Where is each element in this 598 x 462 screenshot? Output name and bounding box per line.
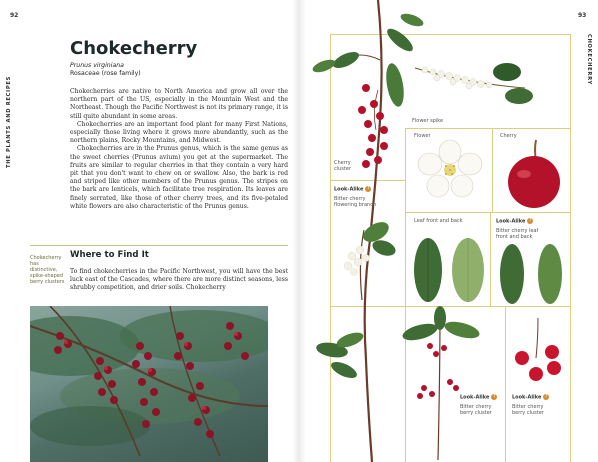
look-alike-badge-icon: !	[545, 394, 548, 399]
intro-paragraph-2: Chokecherries are an important food plant for many First Nations, especially those living where it grows more abundantly, such as the northern plains, Rocky Mountains, and Midwest.	[70, 120, 288, 145]
berry-photo-illustration	[30, 306, 268, 462]
bitter-berry-cluster-1-illustration	[390, 310, 490, 460]
section-tab-left: THE PLANTS AND RECIPES	[6, 76, 12, 168]
caption-bitter-leaf: Bitter cherry leaf front and back	[496, 228, 539, 240]
look-alike-text: Look-Alike	[334, 186, 364, 193]
look-alike-label-2	[496, 218, 533, 225]
caption-flower: Flower	[414, 133, 431, 139]
caption-cherry-cluster	[334, 160, 362, 172]
caption-cherry-cluster-text: Cherry cluster	[334, 160, 352, 172]
look-alike-label-3	[460, 394, 497, 401]
flower-illustration	[410, 138, 490, 198]
look-alike-badge-icon: !	[367, 186, 370, 191]
margin-caption: Chokecherry has distinctive, spike-shaped berry clusters	[30, 255, 65, 285]
intro-text	[70, 88, 288, 211]
page-number-left: 92	[10, 12, 19, 19]
look-alike-text: Look-Alike	[512, 394, 542, 401]
look-alike-badge-icon: !	[529, 218, 532, 223]
where-text	[70, 268, 288, 293]
section-tab-right: CHOKECHERRY	[586, 34, 592, 85]
where-paragraph: To find chokecherries in the Pacific Northwest, you will have the best luck east of the Cascades, where there are more distinct seasons, less shrubby competition, and drier soils. Chokecherry	[70, 268, 288, 292]
look-alike-badge-icon: !	[493, 394, 496, 399]
page-number-right: 93	[578, 12, 587, 19]
intro-paragraph-1: Chokecherries are native to North America and grow all over the northern part of the US, especially in the Mountain West and the Northeast. Though the Pacific Northwest is not its primary range, it is still quite abundant in some areas.	[70, 88, 288, 120]
caption-cherry: Cherry	[500, 133, 517, 139]
look-alike-text: Look-Alike	[496, 218, 526, 225]
section-heading: Where to Find It	[70, 250, 149, 260]
chokecherry-photo	[30, 306, 268, 462]
caption-bitter-berry-1: Bitter cherry berry cluster	[460, 404, 492, 416]
look-alike-text: Look-Alike	[460, 394, 490, 401]
bitter-berry-cluster-2-illustration	[508, 318, 572, 398]
caption-bitter-flowering: Bitter cherry flowering branch	[334, 196, 377, 208]
look-alike-label-1	[334, 186, 371, 193]
plant-family: Rosaceae (rose family)	[70, 70, 141, 77]
caption-bitter-berry-2: Bitter cherry berry cluster	[512, 404, 544, 416]
caption-flower-spike: Flower spike	[412, 118, 444, 124]
leaf-front-back-illustration	[410, 230, 490, 310]
page-title: Chokecherry	[70, 38, 198, 59]
bitter-leaf-illustration	[494, 234, 574, 314]
caption-leaf-front-back: Leaf front and back	[414, 218, 463, 224]
look-alike-label-4	[512, 394, 549, 401]
flower-spike-illustration	[415, 58, 535, 108]
section-divider	[30, 245, 288, 246]
latin-name: Prunus virginiana	[70, 62, 124, 69]
cherry-illustration	[500, 138, 570, 208]
intro-paragraph-3: Chokecherries are in the Prunus genus, which is the same genus as the sweet cherries (Prunus avium) you get at the supermarket. The fruits are similar to regular cherries in that they contain a very hard pit that you don't want to chew on or swallow. Also, the bark is red and striped like other members of the Prunus genus. The stripes on the bark are lenticels, which facilitate tree respiration. Its leaves are finely serrated, like those of other cherry trees, and its five-petaled white flowers are also characteristic of the Prunus genus.	[70, 145, 288, 210]
